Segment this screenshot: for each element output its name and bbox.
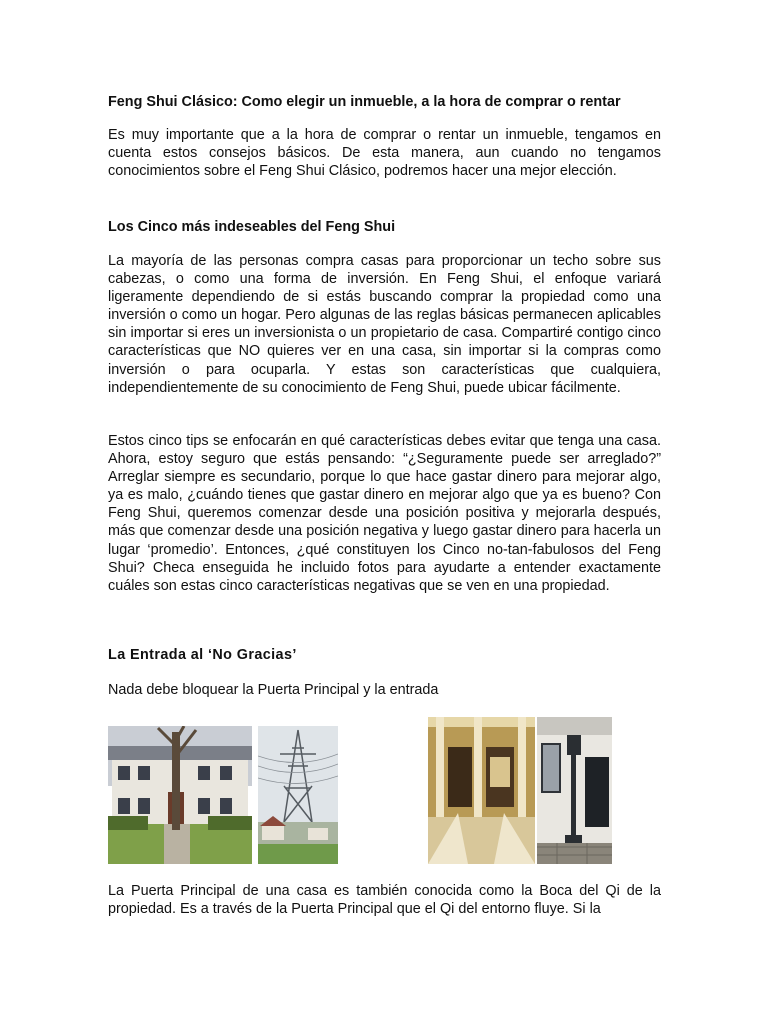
document-title: Feng Shui Clásico: Como elegir un inmueble, a la hora de comprar o rentar [108, 94, 621, 110]
section-heading-cinco: Los Cinco más indeseables del Feng Shui [108, 219, 396, 235]
house-with-tree-photo [108, 726, 252, 864]
intro-paragraph: Es muy importante que a la hora de comprar o rentar un inmueble, tengamos en cuenta estos consejos básicos. De esta manera, aun cuando no tengamos conocimientos sobre el Feng Shui Clásico, podremos hacer una mejor elección. [108, 127, 661, 180]
paragraph-mayoria: La mayoría de las personas compra casas para proporcionar un techo sobre sus cabezas, o como una forma de inversión. En Feng Shui, el enfoque variará ligeramente dependiendo de si estás buscando comprar la propiedad como una inversión o como un hogar. Pero algunas de las reglas básicas permanecen aplicables sin importar si eres un inversionista o un propietario de casa. Compartiré contigo cinco características que NO quieres ver en una casa, sin importar si la compras como inversión o para ocuparla. Y estas son características que cualquiera, independientemente de su conocimiento de Feng Shui, puede ubicar fácilmente. [108, 253, 661, 396]
paragraph-puerta-principal: La Puerta Principal de una casa es también conocida como la Boca del Qi de la propiedad. Es a través de la Puerta Principal que el Qi del entorno fluye. Si la [108, 883, 661, 918]
lamp-post-entrance-photo [537, 717, 612, 864]
paragraph-nada-debe: Nada debe bloquear la Puerta Principal y la entrada [108, 682, 439, 698]
section-heading-entrada: La Entrada al ‘No Gracias’ [108, 647, 297, 663]
power-tower-photo [258, 726, 338, 864]
paragraph-cinco-tips: Estos cinco tips se enfocarán en qué características debes evitar que tenga una casa. Ahora, estoy seguro que estás pensando: “¿Seguramente puede ser arreglado?” Arreglar siempre es secundario, porque lo que hace gastar dinero para mejorar algo, ya es malo, ¿cuándo tienes que gastar dinero en mejorar algo que ya es bueno? Con Feng Shui, queremos comenzar desde una posición positiva y mejorarla después, más que comenzar desde una posición negativa y luego gastar dinero para hacerla un lugar ‘promedio’. Entonces, ¿qué constituyen los Cinco no-tan-fabulosos del Feng Shui? Checa enseguida he incluido fotos para ayudarte a entender exactamente cuáles son estas cinco características negativas que se ven en una propiedad. [108, 433, 661, 594]
open-doors-interior-photo [428, 717, 535, 864]
